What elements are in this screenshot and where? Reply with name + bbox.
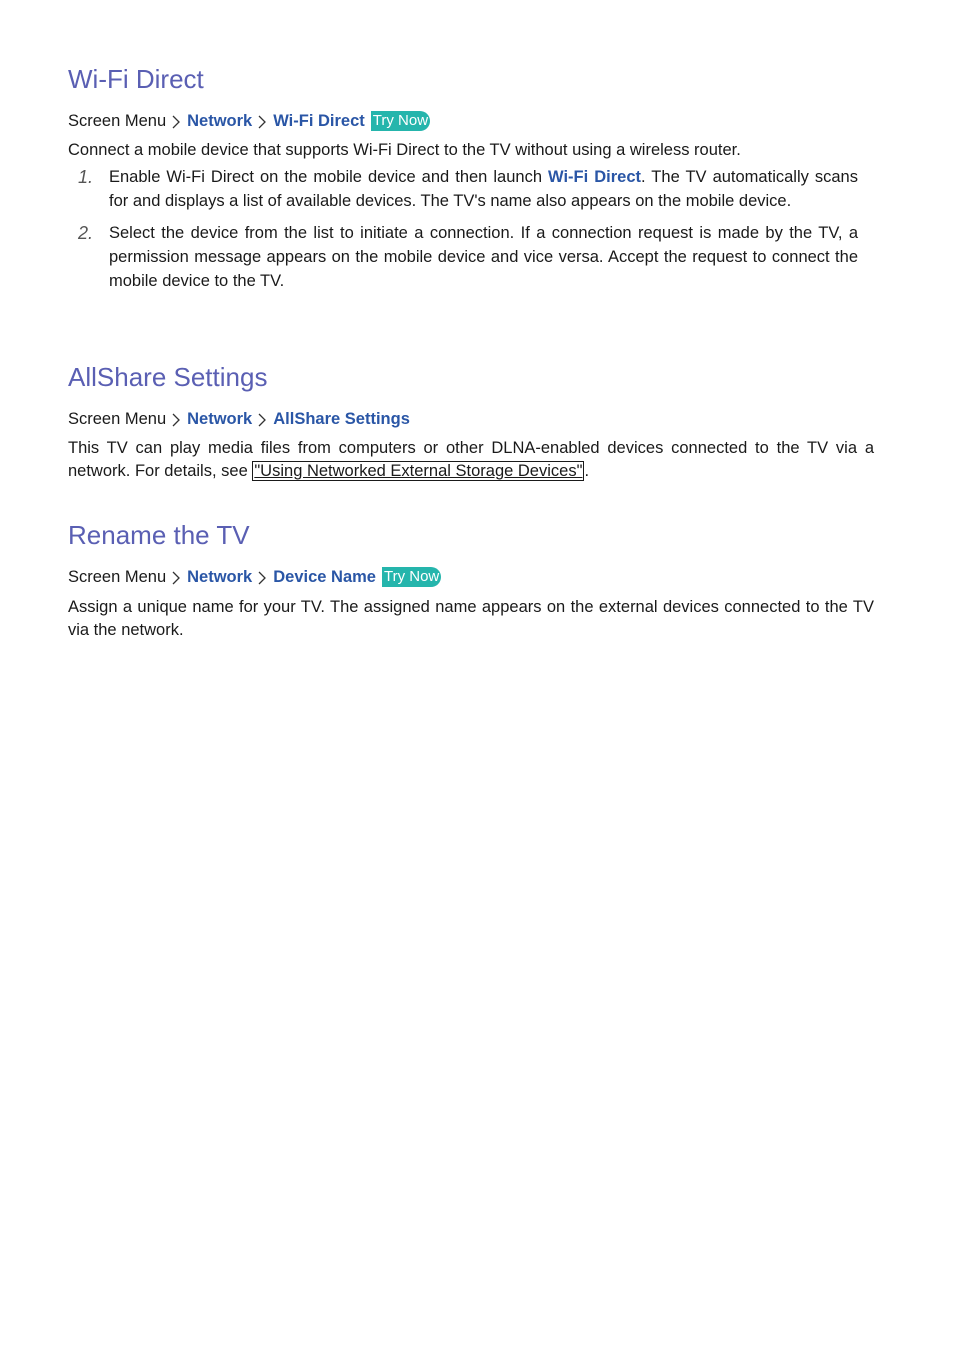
step-text: Select the device from the list to initiate a connection. If a connection request is made by the TV, a permission message appears on the mobile device and vice versa. Accept the request to connect the mobile device to the TV. [109,224,858,290]
step-text: . The TV automatically scans for and displays a list of available devices. The TV's name also appears on the mobile device. [109,168,858,210]
section-title-allshare-settings: AllShare Settings [68,362,268,392]
breadcrumb-wifi-direct [68,110,430,132]
breadcrumb-wifi-direct: Wi-Fi Direct [273,112,365,130]
breadcrumb-device-name: Device Name [273,568,376,586]
breadcrumb-screen-menu: Screen Menu [68,568,167,586]
section-title-wifi-direct: Wi-Fi Direct [68,64,204,94]
wifi-direct-menu-link: Wi-Fi Direct [548,168,641,186]
rename-body: Assign a unique name for your TV. The assigned name appears on the external devices connected to the TV via the network. [68,598,874,639]
list-item [68,221,858,293]
breadcrumb-network: Network [187,112,253,130]
breadcrumb-network: Network [187,568,253,586]
allshare-body [68,437,874,482]
try-now-button[interactable]: Try Now [383,568,440,585]
list-item [68,165,858,213]
chevron-right-icon [171,114,183,128]
breadcrumb-allshare-settings: AllShare Settings [273,410,410,428]
step-number: 2. [78,223,94,243]
chevron-right-icon [257,412,269,426]
step-text: Enable Wi-Fi Direct on the mobile device and then launch [109,168,549,186]
try-now-button[interactable]: Try Now [372,112,429,129]
chevron-right-icon [171,412,183,426]
cross-reference-text: "Using Networked External Storage Devices" [254,461,583,480]
body-text: This TV can play media files from computers or other DLNA-enabled devices connected to the TV via a network. For details, see [68,439,874,480]
breadcrumb-screen-menu: Screen Menu [68,410,167,428]
chevron-right-icon [171,570,183,584]
breadcrumb-allshare [68,408,410,430]
step-number: 1. [78,167,94,187]
wifi-direct-intro: Connect a mobile device that supports Wi-Fi Direct to the TV without using a wireless router. [68,141,741,159]
breadcrumb-rename [68,566,441,588]
breadcrumb-network: Network [187,410,253,428]
body-text: . [584,461,590,480]
wifi-direct-steps [68,165,858,293]
section-title-rename-tv: Rename the TV [68,520,250,550]
chevron-right-icon [257,114,269,128]
chevron-right-icon [257,570,269,584]
cross-reference-link[interactable] [252,461,584,481]
breadcrumb-screen-menu: Screen Menu [68,112,167,130]
